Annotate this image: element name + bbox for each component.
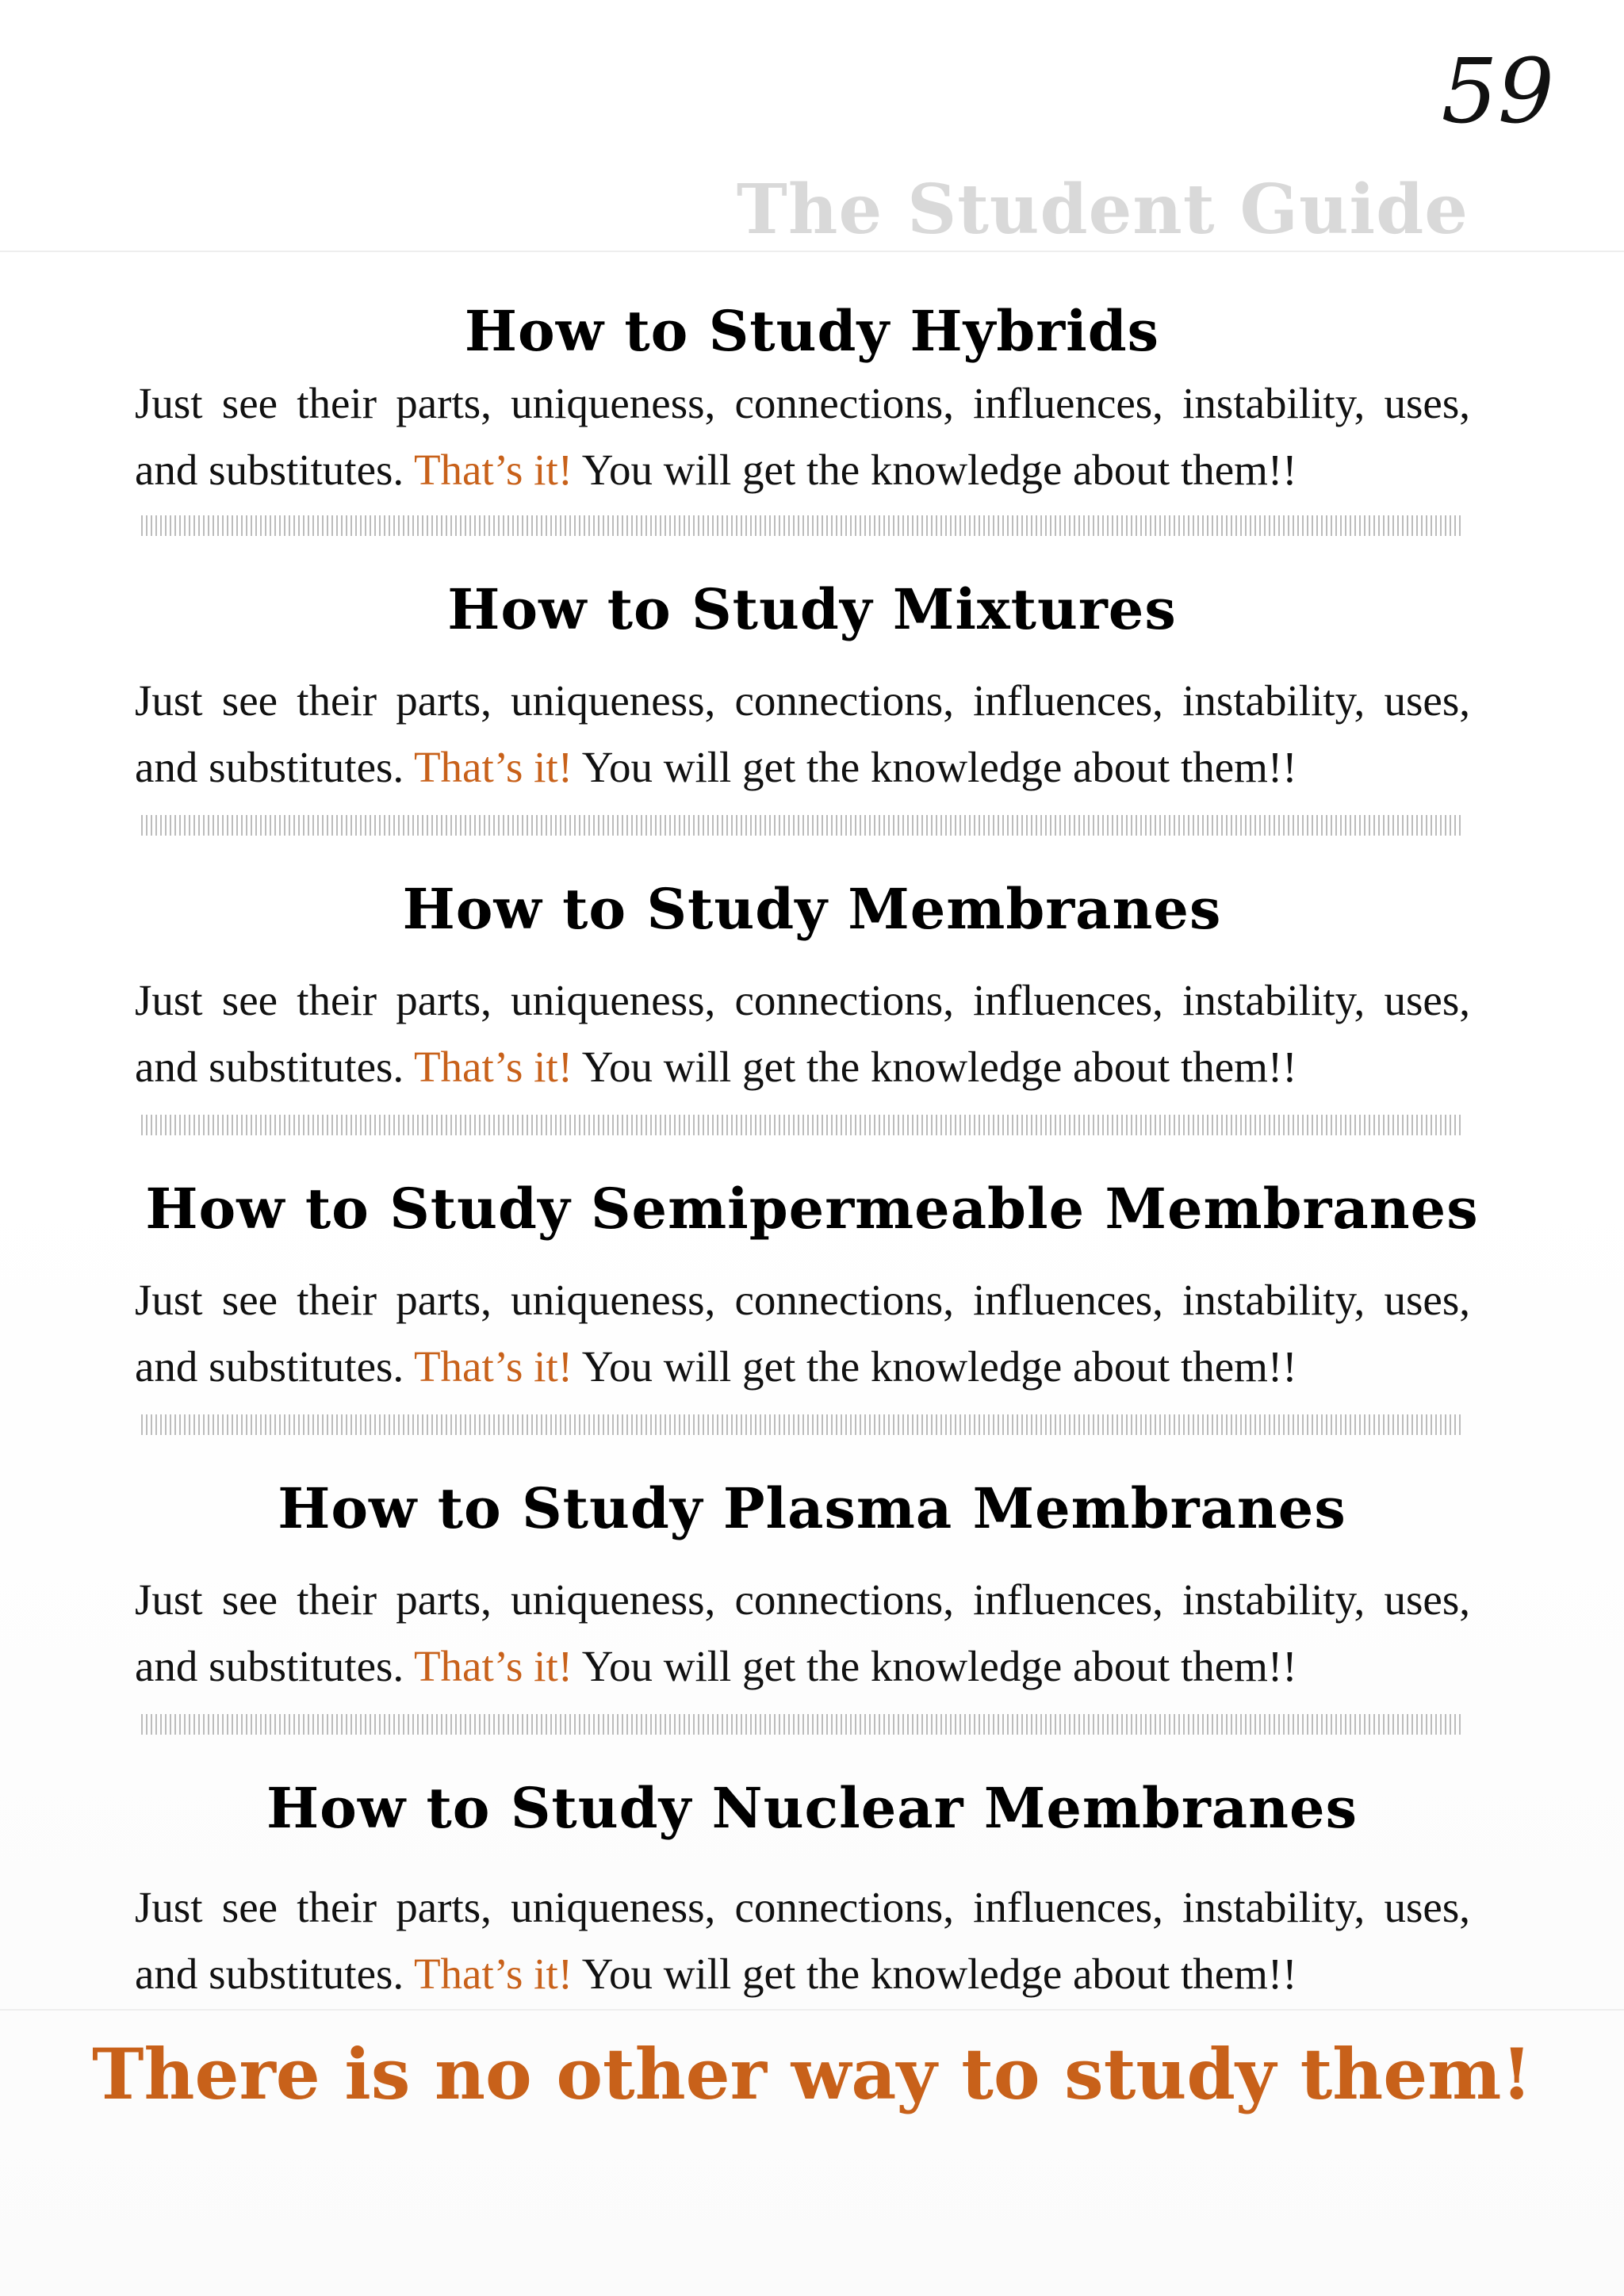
section-nuclear-membranes [0,1775,1624,1998]
body-text: Just see their parts, uniqueness, connections, influences, instability, uses, and substitutes. [135,1883,1470,1998]
highlight-text: That’s it! [413,743,573,791]
highlight-text: That’s it! [413,1043,573,1091]
section-heading: How to Study Semipermeable Membranes [145,1176,1479,1242]
section-heading: How to Study Membranes [402,876,1222,942]
section-semipermeable-membranes [0,1176,1624,1391]
body-text: Just see their parts, uniqueness, connections, influences, instability, uses, and substitutes. [135,1276,1470,1391]
highlight-text: That’s it! [413,1642,573,1690]
section-membranes [0,876,1624,1091]
body-text: Just see their parts, uniqueness, connections, influences, instability, uses, and substitutes. [135,379,1470,494]
section-separator [141,1714,1464,1735]
section-mixtures [0,576,1624,791]
section-body [135,967,1470,1100]
section-heading: How to Study Hybrids [464,298,1160,364]
highlight-text: That’s it! [413,446,573,494]
body-text-end: You will get the knowledge about them!! [581,1043,1297,1091]
body-text-end: You will get the knowledge about them!! [581,1950,1297,1998]
highlight-text: That’s it! [413,1342,573,1391]
running-header-title: The Student Guide [736,170,1469,250]
body-text: Just see their parts, uniqueness, connections, influences, instability, uses, and substitutes. [135,1575,1470,1690]
section-body [135,370,1470,503]
footer-divider [0,2009,1624,2011]
section-separator [141,515,1464,536]
section-hybrids [0,298,1624,494]
section-heading: How to Study Nuclear Membranes [266,1775,1358,1841]
section-separator [141,1115,1464,1135]
body-text-end: You will get the knowledge about them!! [581,743,1297,791]
section-heading: How to Study Mixtures [447,576,1177,642]
section-separator [141,1414,1464,1435]
page-number: 59 [1441,40,1554,144]
header-divider [0,251,1624,252]
body-text: Just see their parts, uniqueness, connections, influences, instability, uses, and substitutes. [135,976,1470,1091]
section-heading: How to Study Plasma Membranes [278,1475,1346,1541]
section-body [135,668,1470,801]
body-text-end: You will get the knowledge about them!! [581,1342,1297,1391]
body-text: Just see their parts, uniqueness, connections, influences, instability, uses, and substitutes. [135,676,1470,791]
closing-statement: There is no other way to study them! [91,2033,1533,2115]
highlight-text: That’s it! [413,1950,573,1998]
section-plasma-membranes [0,1475,1624,1690]
body-text-end: You will get the knowledge about them!! [581,446,1297,494]
section-separator [141,815,1464,836]
body-text-end: You will get the knowledge about them!! [581,1642,1297,1690]
section-body [135,1567,1470,1700]
section-body [135,1267,1470,1400]
section-body [135,1874,1470,2007]
